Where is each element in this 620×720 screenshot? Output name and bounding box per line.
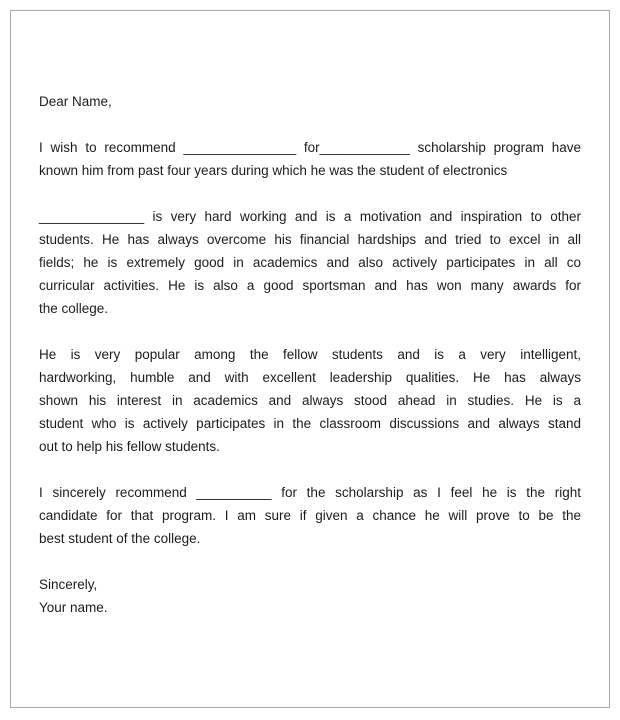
letter-line: I sincerely recommend __________ for the scholarship as I feel he is the right: [39, 485, 581, 500]
letter-line: fields; he is extremely good in academics and also actively participates in all co: [39, 255, 581, 270]
letter-page: [10, 10, 610, 708]
letter-line: ______________ is very hard working and is a motivation and inspiration to other: [39, 209, 581, 224]
letter-line: curricular activities. He is also a good sportsman and has won many awards for: [39, 278, 581, 293]
letter-line: known him from past four years during which he was the student of electronics: [39, 163, 508, 178]
closing-block: [39, 573, 581, 619]
letter-line: student who is actively participates in the classroom discussions and always stand: [39, 416, 581, 431]
letter-line: He is very popular among the fellow students and is a very intelligent,: [39, 347, 581, 362]
closing-name: Your name.: [39, 600, 108, 615]
paragraph-sincere-recommendation: [39, 481, 581, 550]
letter-line: best student of the college.: [39, 531, 201, 546]
letter-line: shown his interest in academics and always stood ahead in studies. He is a: [39, 393, 581, 408]
letter-line: students. He has always overcome his financial hardships and tried to excel in all: [39, 232, 581, 247]
paragraph-popular-student: [39, 343, 581, 458]
letter-line: the college.: [39, 301, 109, 316]
letter-line: candidate for that program. I am sure if given a chance he will prove to be the: [39, 508, 581, 523]
paragraph-recommend-intro: [39, 136, 581, 182]
paragraph-hard-working: [39, 205, 581, 320]
letter-line: hardworking, humble and with excellent leadership qualities. He has always: [39, 370, 581, 385]
closing-signoff: Sincerely,: [39, 577, 98, 592]
letter-line: out to help his fellow students.: [39, 439, 220, 454]
salutation: Dear Name,: [39, 94, 112, 109]
letter-line: I wish to recommend _______________ for____________ scholarship program have: [39, 140, 581, 155]
